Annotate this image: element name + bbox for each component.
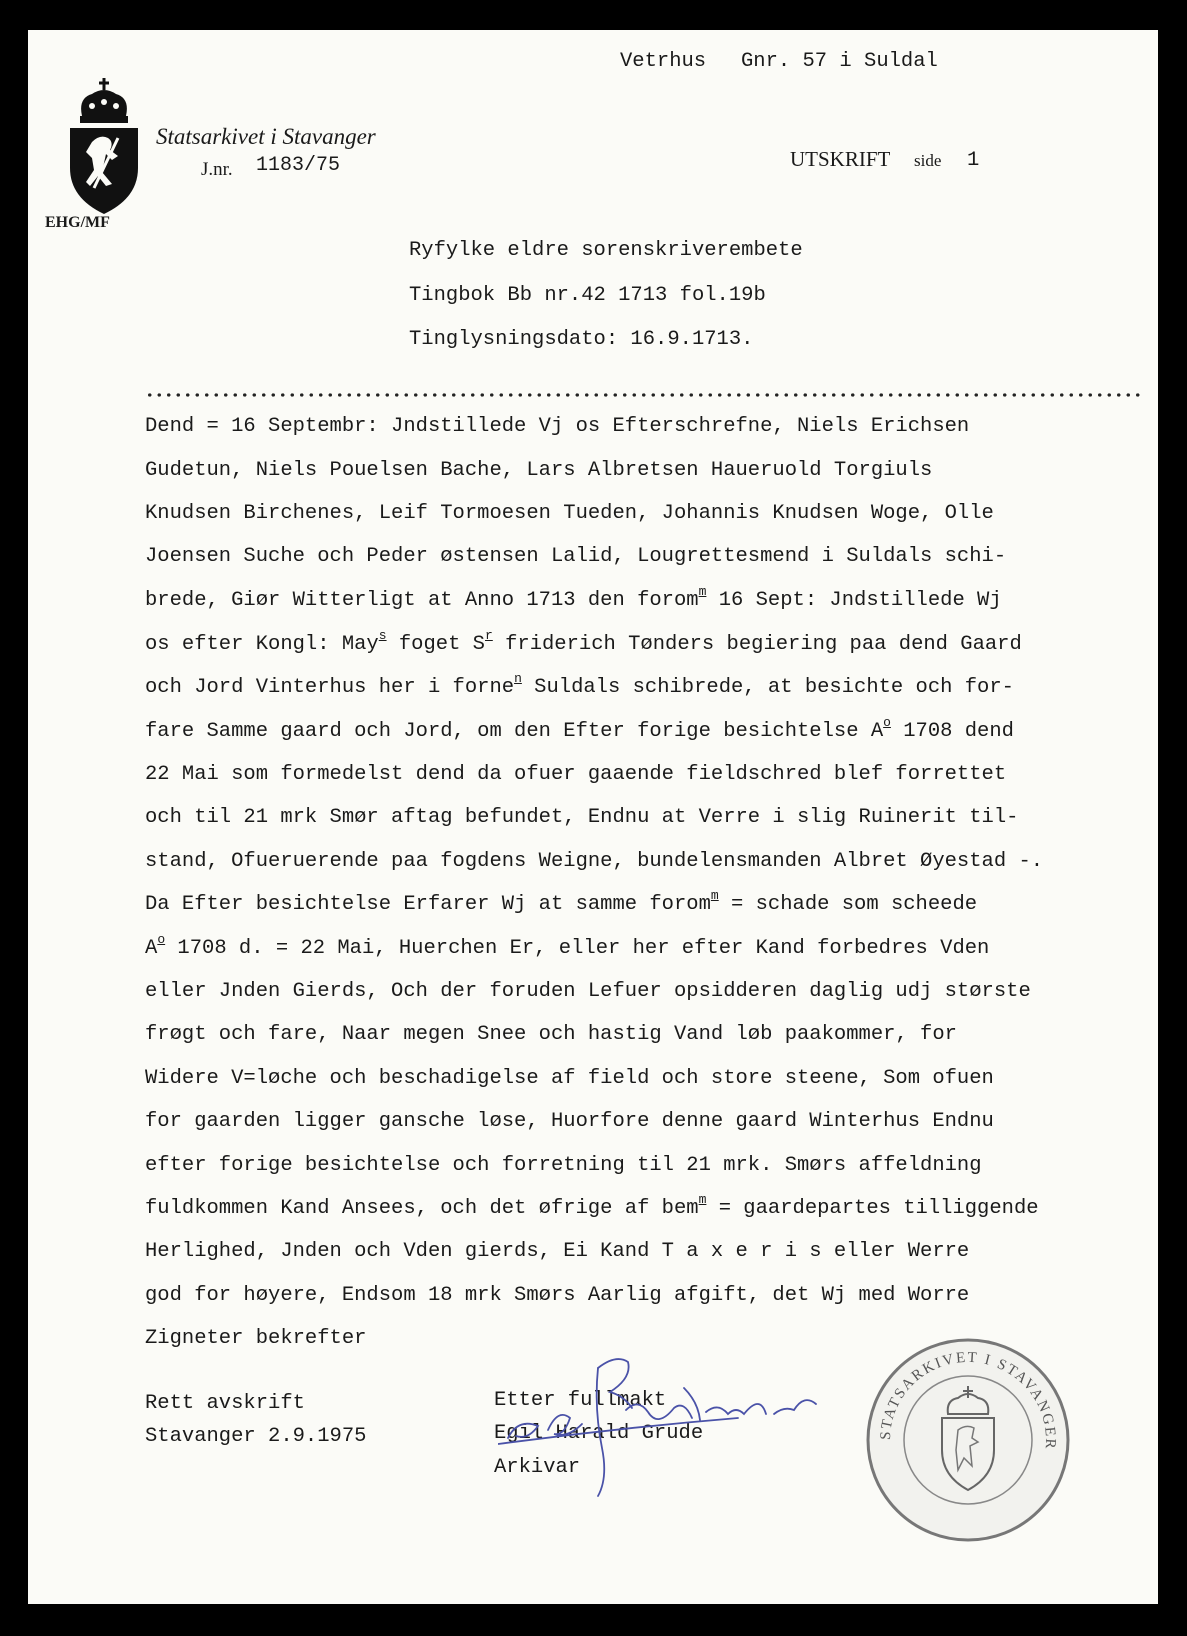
source-book: Tingbok Bb nr.42 1713 fol.19b — [409, 284, 766, 307]
transcript-line: Herlighed, Jnden och Vden gierds, Ei Kand T a x e r i s eller Werre — [145, 1240, 970, 1263]
transcript-line: Gudetun, Niels Pouelsen Bache, Lars Albretsen Haueruold Torgiuls — [145, 459, 933, 482]
dotted-separator — [145, 392, 1145, 398]
transcript-line: frøgt och fare, Naar megen Snee och hastig Vand løb paakommer, for — [145, 1023, 957, 1046]
transcript-line: eller Jnden Gierds, Och der foruden Lefuer opsidderen daglig udj største — [145, 980, 1031, 1003]
authority-label: Etter fullmakt — [494, 1389, 667, 1412]
transcript-line: fuldkommen Kand Ansees, och det øfrige af bem$^m$ = gaardepartes tilliggende — [145, 1192, 1039, 1220]
institution-name: Statsarkivet i Stavanger — [156, 124, 376, 149]
property-place: Vetrhus — [620, 50, 707, 73]
transcript-line: Dend = 16 Septembr: Jndstillede Vj os Efterschrefne, Niels Erichsen — [145, 415, 970, 438]
transcript-line: Da Efter besichtelse Erfarer Wj at samme forom$^m$ = schade som scheede — [145, 888, 978, 916]
side-number: 1 — [967, 149, 980, 172]
source-office: Ryfylke eldre sorenskriverembete — [409, 239, 803, 262]
transcript-line: och til 21 mrk Smør aftag befundet, Endnu at Verre i slig Ruinerit til- — [145, 806, 1019, 829]
transcript-line: 22 Mai som formedelst dend da ofuer gaaende fieldschred blef forrettet — [145, 763, 1007, 786]
transcript-line: os efter Kongl: May$^s$ foget $S^r$ friderich Tønders begiering paa dend Gaard — [145, 628, 1022, 656]
transcript-line: god for høyere, Endsom 18 mrk Smørs Aarlig afgift, det Wj med Worre — [145, 1284, 970, 1307]
transcript-line: efter forige besichtelse och forretning til 21 mrk. Smørs affeldning — [145, 1154, 982, 1177]
utskrift-label: UTSKRIFT — [790, 147, 891, 171]
document-page — [28, 30, 1158, 1604]
transcript-line: Knudsen Birchenes, Leif Tormoesen Tueden, Johannis Knudsen Woge, Olle — [145, 502, 994, 525]
transcript-line: och Jord Vinterhus her i forne$^n$ Suldals schibrede, at besichte och for- — [145, 671, 1014, 699]
certified-copy-label: Rett avskrift — [145, 1392, 305, 1415]
transcript-line: Zigneter bekrefter — [145, 1327, 367, 1350]
transcript-line: stand, Ofueruerende paa fogdens Weigne, bundelensmanden Albret Øyestad -. — [145, 850, 1044, 873]
archive-seal-icon — [858, 1330, 1078, 1550]
journal-number-label: J.nr. — [201, 159, 233, 180]
coat-of-arms-icon — [66, 76, 142, 216]
transcript-line: fare Samme gaard och Jord, om den Efter forige besichtelse $A^o$ 1708 dend — [145, 715, 1014, 743]
svg-text:STATSARKIVET I STAVANGER: STATSARKIVET I STAVANGER — [877, 1349, 1059, 1451]
signature-icon — [498, 1348, 828, 1498]
side-label: side — [914, 151, 942, 170]
signatory-title: Arkivar — [494, 1456, 581, 1479]
transcript-line: Widere V=løche och beschadigelse af field och store steene, Som ofuen — [145, 1067, 994, 1090]
journal-number-value: 1183/75 — [256, 154, 341, 177]
place-date: Stavanger 2.9.1975 — [145, 1425, 367, 1448]
transcript-line: for gaarden ligger gansche løse, Huorfore denne gaard Winterhus Endnu — [145, 1110, 994, 1133]
transcript-line: $A^o$ 1708 d. = 22 Mai, Huerchen Er, eller her efter Kand forbedres Vden — [145, 932, 990, 960]
transcript-line: Joensen Suche och Peder østensen Lalid, Lougrettesmend i Suldals schi- — [145, 545, 1007, 568]
signatory-name: Egil Harald Grude — [494, 1422, 704, 1445]
property-gnr: Gnr. 57 i Suldal — [741, 50, 938, 73]
source-date: Tinglysningsdato: 16.9.1713. — [409, 328, 754, 351]
initials: EHG/MF — [45, 214, 110, 231]
transcript-line: brede, Giør Witterligt at Anno 1713 den forom$^m$ 16 Sept: Jndstillede Wj — [145, 584, 1002, 612]
